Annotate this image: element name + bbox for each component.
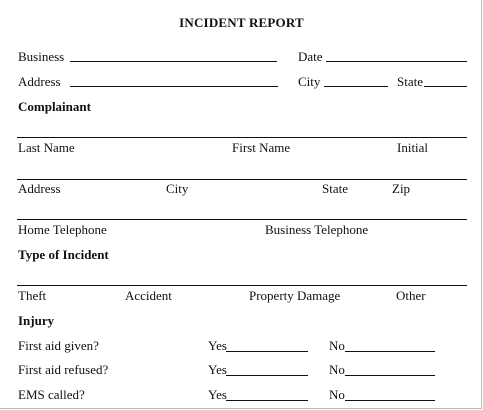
property-damage-label: Property Damage [249, 288, 341, 303]
ems-called-yes-label: Yes [208, 387, 227, 402]
city-field[interactable] [324, 86, 388, 87]
date-label: Date [298, 49, 323, 64]
complainant-state-label: State [322, 181, 348, 196]
ems-called-yes-field[interactable] [226, 400, 308, 401]
accident-label: Accident [125, 288, 172, 303]
ems-called-no-field[interactable] [345, 400, 435, 401]
business-field[interactable] [70, 61, 277, 62]
first-aid-given-yes-label: Yes [208, 338, 227, 353]
first-aid-given-yes-field[interactable] [226, 351, 308, 352]
incident-type-input-line[interactable] [17, 285, 467, 286]
city-label: City [298, 74, 321, 89]
first-name-label: First Name [232, 140, 291, 155]
injury-heading: Injury [18, 313, 55, 328]
first-aid-refused-label: First aid refused? [18, 362, 109, 377]
name-input-line[interactable] [17, 137, 467, 138]
incident-type-heading: Type of Incident [18, 247, 109, 262]
telephone-input-line[interactable] [17, 219, 467, 220]
home-telephone-label: Home Telephone [18, 222, 107, 237]
first-aid-refused-yes-field[interactable] [226, 375, 308, 376]
first-aid-refused-yes-label: Yes [208, 362, 227, 377]
state-field[interactable] [424, 86, 467, 87]
address-field[interactable] [70, 86, 278, 87]
last-name-label: Last Name [18, 140, 75, 155]
form-title: INCIDENT REPORT [179, 15, 304, 30]
ems-called-no-label: No [329, 387, 345, 402]
state-label: State [397, 74, 423, 89]
first-aid-refused-no-field[interactable] [345, 375, 435, 376]
complainant-address-input-line[interactable] [17, 179, 467, 180]
ems-called-label: EMS called? [18, 387, 85, 402]
complainant-heading: Complainant [18, 99, 91, 114]
complainant-zip-label: Zip [392, 181, 411, 196]
first-aid-refused-no-label: No [329, 362, 345, 377]
date-field[interactable] [326, 61, 467, 62]
initial-label: Initial [397, 140, 429, 155]
theft-label: Theft [18, 288, 47, 303]
first-aid-given-no-field[interactable] [345, 351, 435, 352]
first-aid-given-no-label: No [329, 338, 345, 353]
business-label: Business [18, 49, 65, 64]
complainant-address-label: Address [18, 181, 61, 196]
address-label: Address [18, 74, 61, 89]
complainant-city-label: City [166, 181, 189, 196]
first-aid-given-label: First aid given? [18, 338, 99, 353]
business-telephone-label: Business Telephone [265, 222, 369, 237]
other-label: Other [396, 288, 426, 303]
